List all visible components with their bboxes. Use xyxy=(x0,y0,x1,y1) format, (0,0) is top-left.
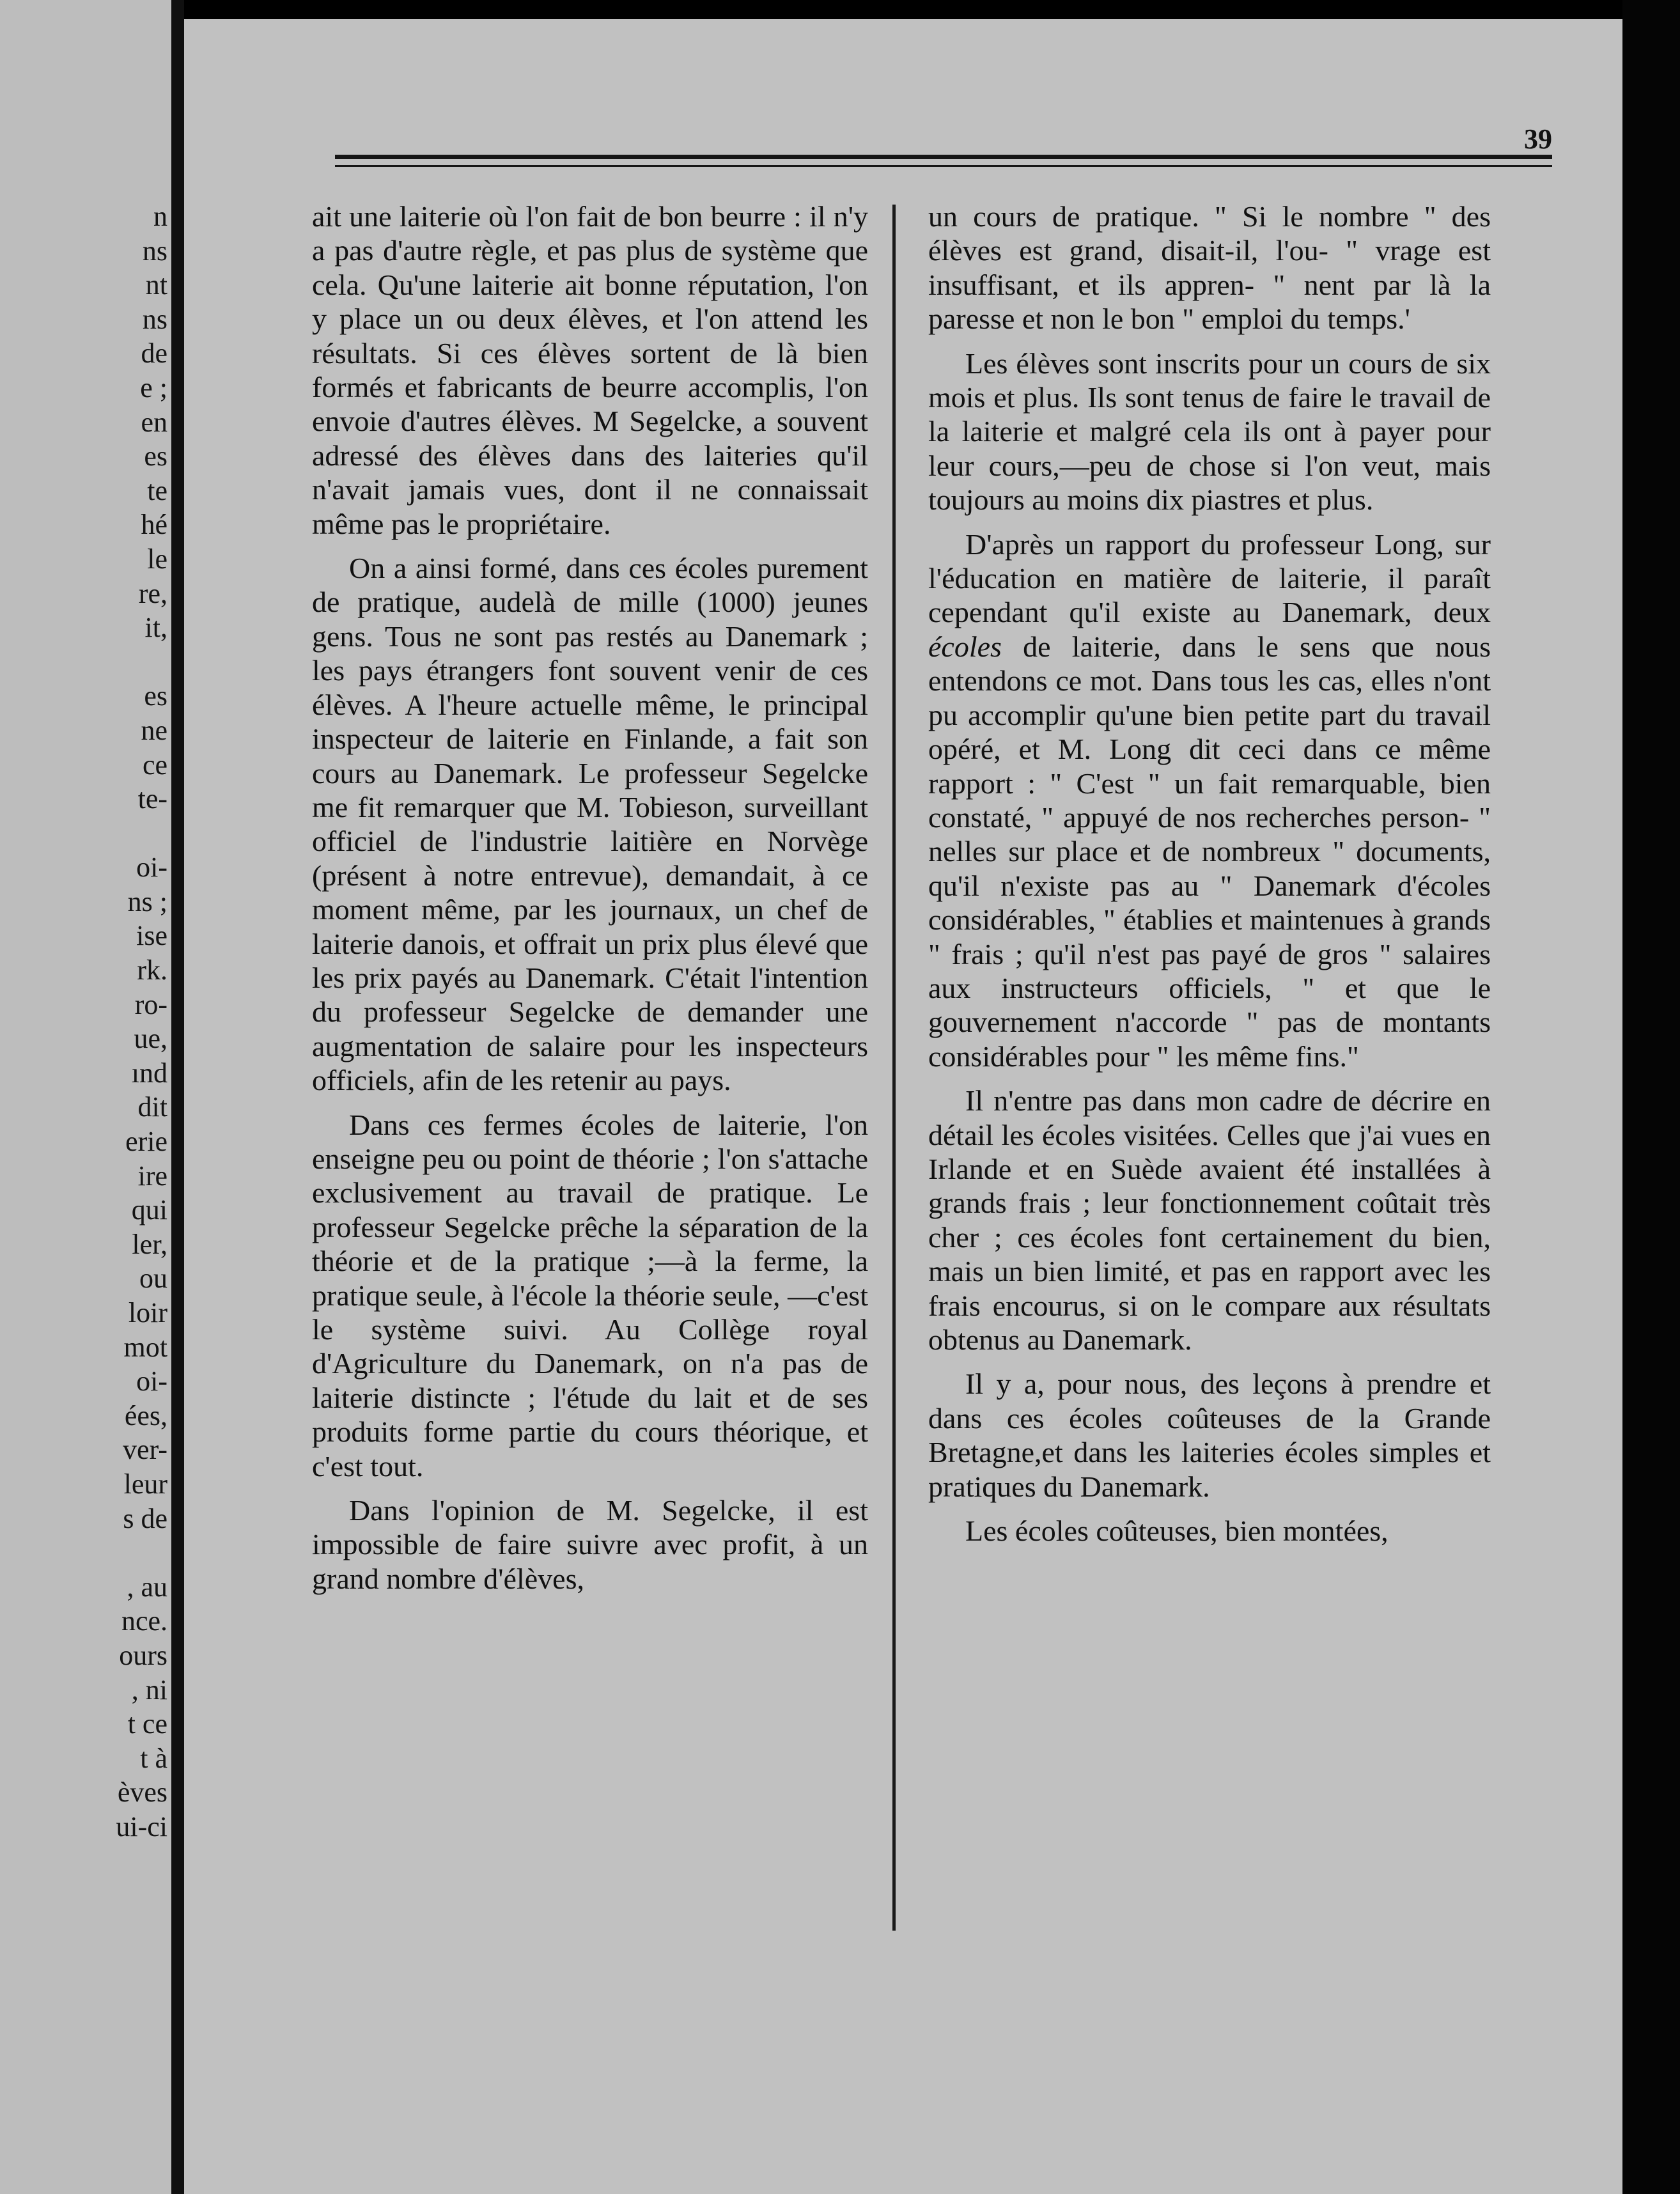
column-divider xyxy=(892,205,896,1931)
margin-line: ns ; xyxy=(127,885,167,917)
paragraph: Il n'entre pas dans mon cadre de décrire en détail les écoles visitées. Celles que j'ai vues en Irlande et en Suède avaient été installées à grands frais ; leur fonctionnement coûtait très cher ; ces écoles font certainement du bien, mais un bien limité, et pas en rapport avec les frais encourus, si on le compare aux résultats obtenus au Danemark. xyxy=(928,1084,1491,1356)
margin-line: leur xyxy=(123,1468,167,1500)
left-page-fragment xyxy=(0,0,171,2194)
margin-line: loir xyxy=(128,1297,167,1328)
margin-line: de xyxy=(141,338,167,370)
margin-line: oi- xyxy=(136,1365,167,1397)
margin-line: rk. xyxy=(137,954,167,986)
page-number: 39 xyxy=(1524,123,1552,155)
margin-line: re, xyxy=(138,577,167,609)
margin-line: ou xyxy=(139,1263,167,1295)
margin-line: ınd xyxy=(131,1057,167,1089)
margin-line xyxy=(0,1536,171,1570)
margin-line: dit xyxy=(137,1091,167,1123)
paragraph: ait une laiterie où l'on fait de bon beurre : il n'y a pas d'autre règle, et pas plus de système que cela. Qu'une laiterie ait bonne réputation, l'on y place un ou deux élèves, et l'on attend les résultats. Si ces élèves sortent de là bien formés et fabricants de beurre accomplis, l'on envoie d'autres élèves. M Segelcke, a souvent adressé des élèves dans des laiteries qu'il n'avait jamais vues, dont il ne connaissait même pas le propriétaire. xyxy=(312,200,868,540)
margin-line: es xyxy=(144,440,167,472)
margin-line: ise xyxy=(136,920,167,952)
paragraph: Les élèves sont inscrits pour un cours de six mois et plus. Ils sont tenus de faire le travail de la laiterie et malgré cela ils ont à payer pour leur cours,—peu de chose si l'on veut, mais toujours au moins dix piastres et plus. xyxy=(928,346,1491,517)
italic-term: écoles xyxy=(928,630,1002,663)
left-page-cut-text xyxy=(0,199,171,1844)
paragraph-text: de laiterie, dans le sens que nous entendons ce mot. Dans tous les cas, elles n'ont pu accomplir qu'une bien petite part du travail opéré, et M. Long dit ceci dans ce même rapport : " C'est " un fait remarquable, bien constaté, " appuyé de nos recherches person- " nelles sur place et de nombreux " documents, qu'il n'existe pas au " Danemark d'écoles considérables, " établies et maintenues à grands " frais ; qu'il n'est pas payé de gros " salaires aux instructeurs officiels, " et que le gouvernement n'accorde " pas de montants considérables pour " les même fins." xyxy=(928,630,1491,1073)
paragraph: On a ainsi formé, dans ces écoles purement de pratique, audelà de mille (1000) jeunes gens. Tous ne sont pas restés au Danemark ; les pays étrangers font souvent venir de ces élèves. A l'heure actuelle même, le principal inspecteur de laiterie en Finlande, a fait son cours au Danemark. Le professeur Segelcke me fit remarquer que M. Tobieson, surveillant officiel de l'industrie laitière en Norvège (présent à notre entrevue), demandait, à ce moment même, par les journaux, un chef de laiterie danois, et offrait un prix plus élevé que les prix payés au Danemark. C'était l'intention du professeur Segelcke de demander une augmentation de salaire pour les inspecteurs officiels, afin de les retenir au pays. xyxy=(312,552,868,1097)
margin-line: qui xyxy=(131,1194,167,1226)
paragraph xyxy=(928,527,1491,1074)
margin-line: ours xyxy=(119,1639,167,1671)
margin-line: le xyxy=(147,543,167,575)
paragraph-text: D'après un rapport du professeur Long, sur l'éducation en matière de laiterie, il paraît cependant qu'il existe au Danemark, deux xyxy=(928,527,1491,629)
margin-line: ns xyxy=(142,303,167,335)
margin-line: ées, xyxy=(124,1399,167,1431)
header-rule-thick xyxy=(335,155,1552,159)
margin-line: ver- xyxy=(123,1434,167,1466)
margin-line: t à xyxy=(140,1742,167,1774)
margin-line: mot xyxy=(123,1331,167,1363)
paragraph: Les écoles coûteuses, bien montées, xyxy=(965,1514,1388,1548)
margin-line: te xyxy=(147,474,167,506)
margin-line: ne xyxy=(141,714,167,746)
margin-line: t ce xyxy=(127,1708,167,1740)
paragraph: un cours de pratique. " Si le nombre " des élèves est grand, disait-il, l'ou- " vrage est insuffisant, et ils appren- " nent par là la paresse et non le bon " emploi du temps.' xyxy=(928,200,1491,336)
margin-line: e ; xyxy=(140,371,167,403)
margin-line xyxy=(0,816,171,851)
right-page xyxy=(184,19,1622,2194)
margin-line: ns xyxy=(142,235,167,267)
margin-line: èves xyxy=(117,1777,167,1809)
margin-line: n xyxy=(153,201,167,232)
margin-line: hé xyxy=(141,509,167,541)
margin-line: , ni xyxy=(131,1674,167,1706)
margin-line: ler, xyxy=(132,1228,167,1260)
margin-line: te- xyxy=(137,783,167,815)
margin-line: ro- xyxy=(134,988,167,1020)
text-column-right xyxy=(928,199,1491,1558)
margin-line: ue, xyxy=(134,1023,167,1055)
text-column-left xyxy=(312,199,868,1606)
margin-line: erie xyxy=(125,1126,167,1158)
margin-line: ce xyxy=(142,749,167,781)
paragraph: Dans l'opinion de M. Segelcke, il est impossible de faire suivre avec profit, à un grand nombre d'élèves, xyxy=(312,1494,868,1595)
scan-edge xyxy=(1622,0,1680,2194)
margin-line: ire xyxy=(137,1160,167,1192)
margin-line xyxy=(0,645,171,680)
margin-line: , au xyxy=(127,1571,167,1603)
margin-line: oi- xyxy=(136,852,167,883)
paragraph: Il y a, pour nous, des leçons à prendre et dans ces écoles coûteuses de la Grande Bretagne,et dans les laiteries écoles simples et pratiques du Danemark. xyxy=(928,1367,1491,1503)
margin-line: it, xyxy=(144,612,167,644)
paragraph: Dans ces fermes écoles de laiterie, l'on enseigne peu ou point de théorie ; l'on s'attache exclusivement au travail de pratique. Le professeur Segelcke prêche la séparation de la théorie et de la pratique ;—à la ferme, la pratique seule, à l'école la théorie seule, —c'est le système suivi. Au Collège royal d'Agriculture du Danemark, on n'a pas de laiterie distincte ; l'étude du lait et de ses produits forme partie du cours théorique, et c'est tout. xyxy=(312,1108,868,1482)
margin-line: ui-ci xyxy=(116,1810,167,1842)
margin-line: nce. xyxy=(121,1605,167,1637)
margin-line: es xyxy=(144,680,167,712)
book-gutter xyxy=(171,0,184,2194)
margin-line: nt xyxy=(145,269,167,301)
margin-line: s de xyxy=(123,1502,167,1534)
header-rule-thin xyxy=(335,165,1552,167)
margin-line: en xyxy=(141,406,167,438)
